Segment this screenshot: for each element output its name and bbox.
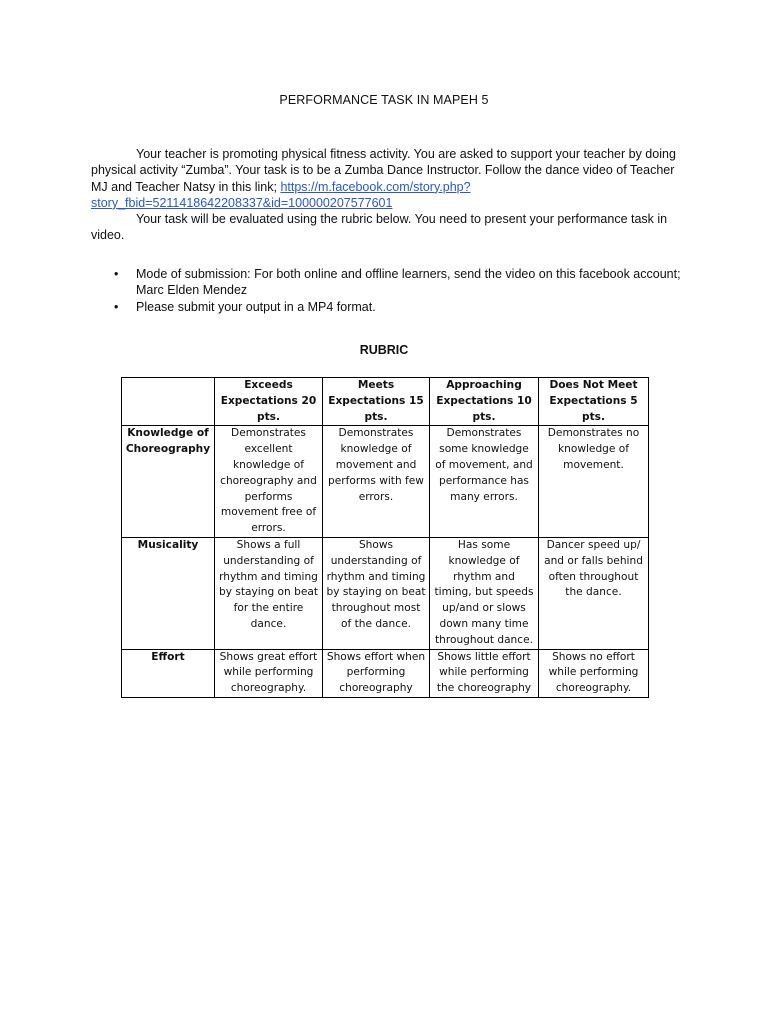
- criterion-cell: Musicality: [122, 537, 215, 649]
- list-item: [91, 299, 691, 315]
- document-title: PERFORMANCE TASK IN MAPEH 5: [279, 93, 489, 107]
- table-cell: Has some knowledge of rhythm and timing, but speeds up/and or slows down many time throughout dance.: [430, 537, 539, 649]
- table-row: [122, 426, 649, 538]
- table-cell: Shows a full understanding of rhythm and timing by staying on beat for the entire dance.: [215, 537, 323, 649]
- table-header-cell: Approaching Expectations 10 pts.: [430, 378, 539, 426]
- table-header-cell: Does Not Meet Expectations 5 pts.: [539, 378, 649, 426]
- table-cell: Shows great effort while performing choreography.: [215, 649, 323, 697]
- table-header-row: [122, 378, 649, 426]
- list-item: [91, 266, 691, 299]
- intro-section: [91, 146, 691, 244]
- bullet-icon: •: [114, 267, 119, 281]
- table-cell: Demonstrates knowledge of movement and performs with few errors.: [323, 426, 430, 538]
- table-cell: Demonstrates excellent knowledge of choreography and performs movement free of errors.: [215, 426, 323, 538]
- table-cell: Shows no effort while performing choreography.: [539, 649, 649, 697]
- criterion-cell: Knowledge of Choreography: [122, 426, 215, 538]
- table-header-cell: [122, 378, 215, 426]
- intro-paragraph-1-text: Your teacher is promoting physical fitness activity. You are asked to support your teacher by doing physical activity “Zumba”. Your task is to be a Zumba Dance Instructor. Follow the dance video of Teacher MJ and Teacher Natsy in this link;: [91, 147, 676, 194]
- list-item-text: Mode of submission: For both online and offline learners, send the video on this facebook account; Marc Elden Mendez: [136, 267, 681, 298]
- table-header-cell: Exceeds Expectations 20 pts.: [215, 378, 323, 426]
- bullet-icon: •: [114, 299, 119, 314]
- table-cell: Dancer speed up/ and or falls behind often throughout the dance.: [539, 537, 649, 649]
- intro-paragraph-1: [91, 146, 691, 211]
- intro-paragraph-2: [91, 211, 691, 244]
- table-header-cell: Meets Expectations 15 pts.: [323, 378, 430, 426]
- table-cell: Demonstrates no knowledge of movement.: [539, 426, 649, 538]
- instructions-list: [91, 266, 691, 315]
- criterion-cell: Effort: [122, 649, 215, 697]
- table-cell: Shows effort when performing choreography: [323, 649, 430, 697]
- list-item-text: Please submit your output in a MP4 format.: [136, 299, 376, 314]
- table-cell: Shows little effort while performing the choreography: [430, 649, 539, 697]
- table-cell: Shows understanding of rhythm and timing by staying on beat throughout most of the dance.: [323, 537, 430, 649]
- facebook-video-link[interactable]: https://m.facebook.com/story.php?story_fbid=5211418642208337&id=100000207577601: [91, 179, 471, 210]
- table-row: [122, 537, 649, 649]
- table-row: [122, 649, 649, 697]
- rubric-table: [121, 377, 649, 698]
- rubric-title: RUBRIC: [359, 343, 409, 357]
- table-cell: Demonstrates some knowledge of movement, and performance has many errors.: [430, 426, 539, 538]
- intro-paragraph-2-text: Your task will be evaluated using the rubric below. You need to present your performance task in video.: [91, 212, 668, 243]
